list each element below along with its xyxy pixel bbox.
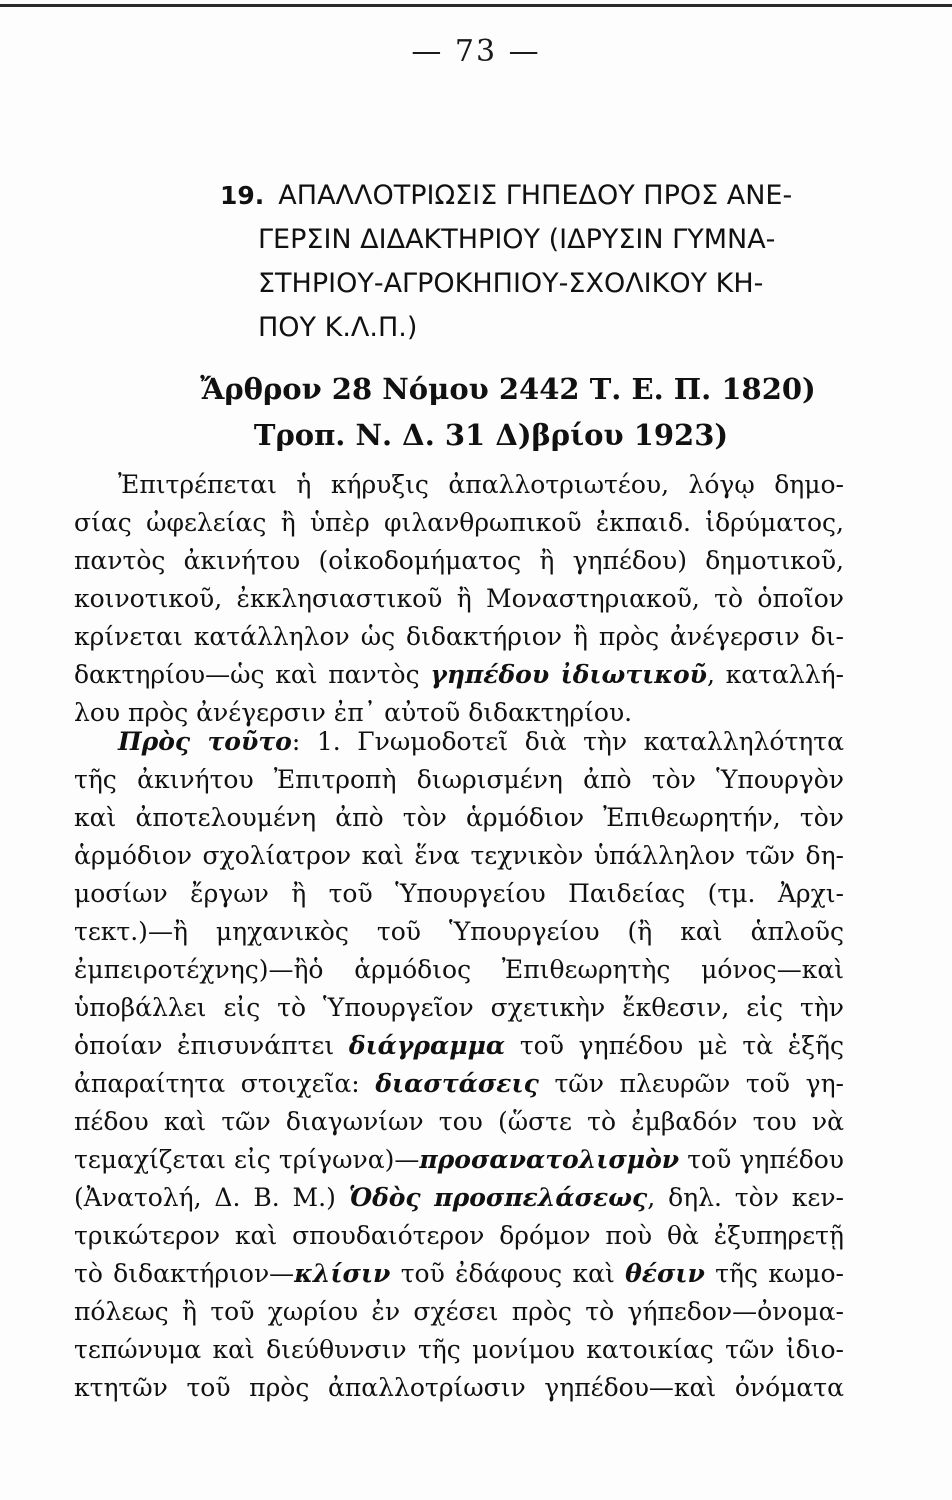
paragraph-2-line: πόλεως ἢ τοῦ χωρίου ἐν σχέσει πρὸς τὸ γήπεδον—ὀνομα- <box>74 1297 844 1326</box>
emphasized-term: Ὁδὸς προσπελάσεως <box>348 1183 648 1212</box>
law-reference-line-2: Τροπ. Ν. Δ. 31 Δ)βρίου 1923) <box>253 418 729 452</box>
paragraph-1 <box>74 470 844 736</box>
paragraph-2-line: τρικώτερον καὶ σπουδαιότερον δρόμον ποὺ θὰ ἐξυπηρετῇ <box>74 1221 844 1250</box>
paragraph-2-line: τεκτ.)—ἢ μηχανικὸς τοῦ Ὑπουργείου (ἢ καὶ ἁπλοῦς <box>74 917 844 946</box>
paragraph-2-line: ἀπαραίτητα στοιχεῖα: διαστάσεις τῶν πλευρῶν τοῦ γη- <box>74 1069 844 1098</box>
paragraph-2-line: (Ἀνατολή, Δ. Β. Μ.) Ὁδὸς προσπελάσεως, δηλ. τὸν κεν- <box>74 1183 844 1212</box>
heading-line-3: ΣΤΗΡΙΟΥ-ΑΓΡΟΚΗΠΙΟΥ-ΣΧΟΛΙΚΟΥ ΚΗ- <box>258 268 764 299</box>
paragraph-2-line: Πρὸς τοῦτο: 1. Γνωμοδοτεῖ διὰ τὴν καταλληλότητα <box>118 727 844 756</box>
law-reference-line-1: Ἄρθρον 28 Νόμου 2442 Τ. Ε. Π. 1820) <box>200 372 816 406</box>
paragraph-2 <box>74 727 844 1411</box>
paragraph-1-line: κρίνεται κατάλληλον ὡς διδακτήριον ἢ πρὸς ἀνέγερσιν δι- <box>74 622 844 651</box>
emphasized-term: διάγραμμα <box>348 1031 506 1060</box>
paragraph-2-line: μοσίων ἔργων ἢ τοῦ Ὑπουργείου Παιδείας (τμ. Ἀρχι- <box>74 879 844 908</box>
emphasized-term: διαστάσεις <box>375 1069 539 1098</box>
heading-line-4: ΠΟΥ Κ.Λ.Π.) <box>258 312 418 343</box>
paragraph-2-line: κτητῶν τοῦ πρὸς ἀπαλλοτρίωσιν γηπέδου—καὶ ὀνόματα <box>74 1373 844 1402</box>
paragraph-1-line: δακτηρίου—ὡς καὶ παντὸς γηπέδου ἰδιωτικοῦ, καταλλή- <box>74 660 844 689</box>
paragraph-2-line: πέδου καὶ τῶν διαγωνίων του (ὥστε τὸ ἐμβαδόν του νὰ <box>74 1107 844 1136</box>
paragraph-2-line: καὶ ἀποτελουμένη ἀπὸ τὸν ἁρμόδιον Ἐπιθεωρητήν, τὸν <box>74 803 844 832</box>
heading-line-1-text: ΑΠΑΛΛΟΤΡΙΩΣΙΣ ΓΗΠΕΔΟΥ ΠΡΟΣ ΑΝΕ- <box>278 180 793 211</box>
emphasized-term: προσανατολισμὸν <box>419 1145 680 1174</box>
paragraph-1-line: κοινοτικοῦ, ἐκκλησιαστικοῦ ἢ Μοναστηριακοῦ, τὸ ὁποῖον <box>74 584 844 613</box>
paragraph-2-line: ἐμπειροτέχνης)—ἢὁ ἁρμόδιος Ἐπιθεωρητὴς μόνος—καὶ <box>74 955 844 984</box>
paragraph-2-line: τεπώνυμα καὶ διεύθυνσιν τῆς μονίμου κατοικίας τῶν ἰδιο- <box>74 1335 844 1364</box>
heading-number: 19. <box>220 181 265 210</box>
section-heading <box>220 174 860 350</box>
paragraph-1-line: Ἐπιτρέπεται ἡ κήρυξις ἀπαλλοτριωτέου, λόγῳ δημο- <box>118 470 844 499</box>
paragraph-2-line: τεμαχίζεται εἰς τρίγωνα)—προσανατολισμὸν τοῦ γηπέδου <box>74 1145 844 1174</box>
heading-line-2: ΓΕΡΣΙΝ ΔΙΔΑΚΤΗΡΙΟΥ (ΙΔΡΥΣΙΝ ΓΥΜΝΑ- <box>258 224 776 255</box>
heading-line-1 <box>220 174 860 218</box>
page-number: — 73 — <box>411 34 541 69</box>
paragraph-2-line: ἁρμόδιον σχολίατρον καὶ ἕνα τεχνικὸν ὑπάλληλον τῶν δη- <box>74 841 844 870</box>
paragraph-2-line: τὸ διδακτήριον—κλίσιν τοῦ ἐδάφους καὶ θέσιν τῆς κωμο- <box>74 1259 844 1288</box>
paragraph-2-line: ὑποβάλλει εἰς τὸ Ὑπουργεῖον σχετικὴν ἔκθεσιν, εἰς τὴν <box>74 993 844 1022</box>
emphasized-term: γηπέδου ἰδιωτικοῦ <box>430 660 708 689</box>
top-border-line <box>0 4 952 7</box>
paragraph-1-line: παντὸς ἀκινήτου (οἰκοδομήματος ἢ γηπέδου) δημοτικοῦ, <box>74 546 844 575</box>
emphasized-term: κλίσιν <box>294 1259 391 1288</box>
paragraph-1-line: λου πρὸς ἀνέγερσιν ἐπ᾿ αὐτοῦ διδακτηρίου. <box>74 698 633 727</box>
paragraph-2-line: τῆς ἀκινήτου Ἐπιτροπὴ διωρισμένη ἀπὸ τὸν Ὑπουργὸν <box>74 765 844 794</box>
emphasized-term: Πρὸς τοῦτο <box>118 727 292 756</box>
emphasized-term: θέσιν <box>625 1259 705 1288</box>
paragraph-2-line: ὁποίαν ἐπισυνάπτει διάγραμμα τοῦ γηπέδου μὲ τὰ ἑξῆς <box>74 1031 844 1060</box>
paragraph-1-line: σίας ὠφελείας ἢ ὑπὲρ φιλανθρωπικοῦ ἐκπαιδ. ἱδρύματος, <box>74 508 844 537</box>
